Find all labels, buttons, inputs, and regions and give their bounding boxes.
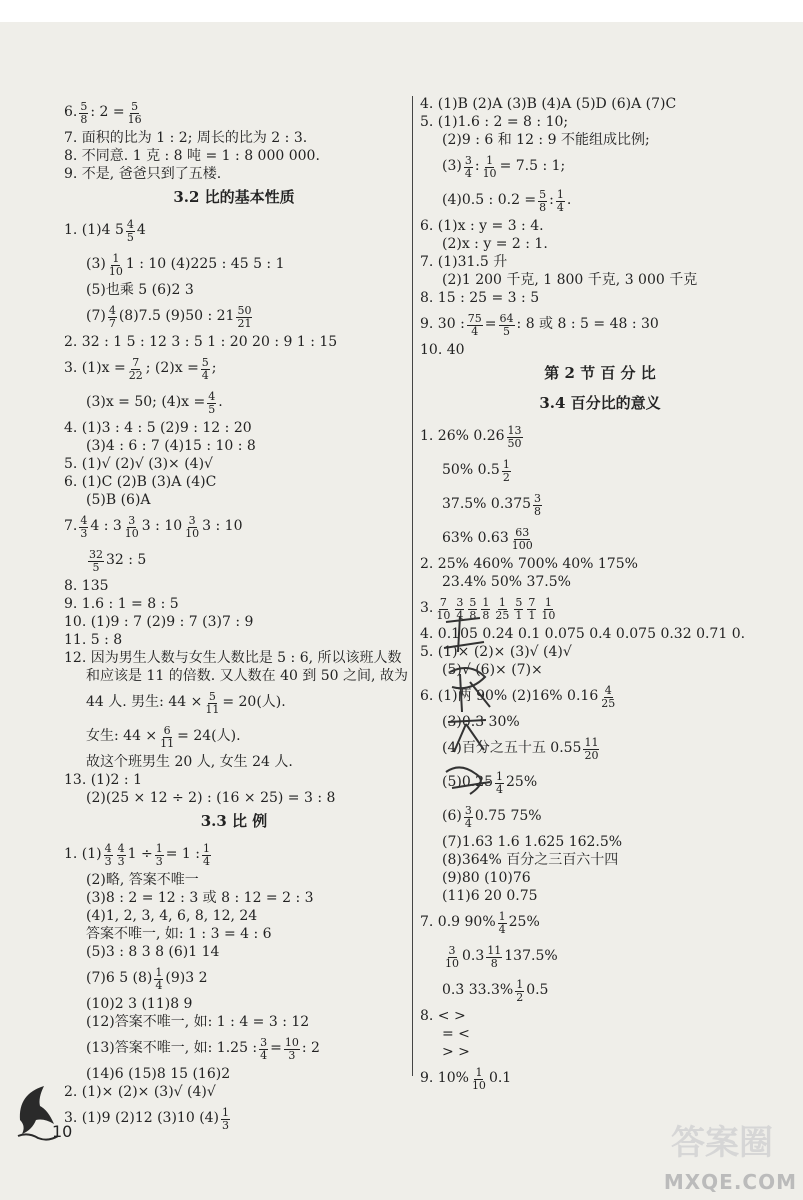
answer-line bbox=[420, 420, 780, 454]
fraction: $\frac{1}{4}$ bbox=[496, 769, 504, 796]
answer-text: 5. (1)1.6 : 2 = 8 : 10; bbox=[420, 114, 569, 131]
answer-text: 1. 26% 0.26 bbox=[420, 428, 505, 445]
fraction: $\frac{1}{10}$ bbox=[471, 1065, 486, 1092]
answer-text: 10. 40 bbox=[420, 342, 465, 359]
answer-text: 5. (1)× (2)× (3)√ (4)√ bbox=[420, 644, 572, 661]
answer-text: (9)3 2 bbox=[165, 970, 208, 987]
fraction: $\frac{10}{3}$ bbox=[284, 1035, 299, 1062]
answer-line bbox=[64, 492, 404, 510]
answer-line bbox=[420, 906, 780, 940]
answer-line bbox=[64, 1102, 404, 1136]
answer-line bbox=[420, 974, 780, 1008]
section-heading: 3.4 百分比的意义 bbox=[539, 394, 661, 412]
answer-line bbox=[64, 510, 404, 544]
fraction: $\frac{3}{4}$ bbox=[464, 803, 472, 830]
fraction: $\frac{11}{20}$ bbox=[584, 735, 599, 762]
answer-text: 0.75 75% bbox=[474, 808, 542, 825]
answer-text: . bbox=[566, 192, 572, 209]
watermark-site: MXQE.COM bbox=[663, 1170, 797, 1194]
fraction: $\frac{5}{8}$ bbox=[539, 187, 547, 214]
answer-line bbox=[420, 888, 780, 906]
answer-text: 4. (1)3 : 4 : 5 (2)9 : 12 : 20 bbox=[64, 420, 252, 437]
answer-line bbox=[64, 772, 404, 790]
answer-text: (5)3 : 8 3 8 (6)1 14 bbox=[86, 944, 220, 961]
answer-line bbox=[64, 1014, 404, 1032]
answer-text: 9. 不是, 爸爸只到了五楼. bbox=[64, 166, 222, 183]
answer-text: (3)8 : 2 = 12 : 3 或 8 : 12 = 2 : 3 bbox=[86, 890, 314, 907]
answer-text: 3. (1)x = bbox=[64, 360, 126, 377]
answer-line bbox=[420, 574, 780, 592]
answer-text: (2)x : y = 2 : 1. bbox=[442, 236, 548, 253]
answer-text: 37.5% 0.375 bbox=[442, 496, 532, 513]
answer-text: 5. (1)√ (2)√ (3)× (4)√ bbox=[64, 456, 213, 473]
fraction: $\frac{3}{10}$ bbox=[445, 943, 459, 970]
answer-line bbox=[420, 150, 780, 184]
fraction: $\frac{7}{10}$ bbox=[436, 595, 451, 622]
answer-text: (7)1.63 1.6 1.625 162.5% bbox=[442, 834, 623, 851]
answer-text: (4)0.5 : 0.2 = bbox=[442, 192, 537, 209]
answer-text: 7. 面积的比为 1 : 2; 周长的比为 2 : 3. bbox=[64, 130, 308, 147]
answer-text: 1 ÷ bbox=[127, 846, 153, 863]
answer-text: = bbox=[484, 316, 497, 333]
answer-line bbox=[420, 272, 780, 290]
answer-text: 8. 15 : 25 = 3 : 5 bbox=[420, 290, 540, 307]
answer-text: . bbox=[218, 394, 223, 411]
answer-text: 10. (1)9 : 7 (2)9 : 7 (3)7 : 9 bbox=[64, 614, 254, 631]
answer-text: 0.3̇ 33.3% bbox=[442, 982, 514, 999]
answer-text: ; (2)x = bbox=[145, 360, 199, 377]
answer-line bbox=[64, 148, 404, 166]
answer-text: (2)1 200 千克, 1 800 千克, 3 000 千克 bbox=[442, 272, 698, 289]
answer-line bbox=[64, 944, 404, 962]
answer-text: 7. (1)31.5 升 bbox=[420, 254, 508, 271]
answer-text: 7. 0.9 90% bbox=[420, 914, 496, 931]
answer-line bbox=[64, 334, 404, 352]
answer-text: 12. 因为男生人数与女生人数比是 5 : 6, 所以该班人数 bbox=[64, 650, 402, 667]
answer-line bbox=[64, 668, 408, 686]
answer-line bbox=[64, 962, 404, 996]
fraction: $\frac{1}{10}$ bbox=[541, 595, 556, 622]
answer-text: (5)也乘 5 (6)2 3 bbox=[86, 282, 194, 299]
fraction: $\frac{4}{25}$ bbox=[601, 683, 616, 710]
answer-text: 0.3 bbox=[462, 948, 485, 965]
answer-text: 8. < > bbox=[420, 1008, 466, 1025]
answer-text: = 24(人). bbox=[177, 728, 241, 745]
answer-line bbox=[420, 522, 780, 556]
answer-line bbox=[64, 872, 404, 890]
fraction: $\frac{4}{3}$ bbox=[117, 841, 125, 868]
answer-text: (5)B (6)A bbox=[86, 492, 151, 509]
answer-text: : 8 或 8 : 5 = 48 : 30 bbox=[516, 316, 659, 333]
answer-line bbox=[420, 852, 780, 870]
fraction: $\frac{1}{4}$ bbox=[498, 909, 506, 936]
answer-text: 和应该是 11 的倍数. 又人数在 40 到 50 之间, 故为 bbox=[86, 668, 408, 685]
fraction: $\frac{1}{8}$ bbox=[482, 595, 490, 622]
answer-text: (8)364% 百分之三百六十四 bbox=[442, 852, 619, 869]
fraction: $\frac{4}{5}$ bbox=[208, 389, 216, 416]
fraction: $\frac{7}{22}$ bbox=[128, 355, 143, 382]
answer-text: 1. (1)4 5 bbox=[64, 222, 124, 239]
answer-text: 50% 0.5 bbox=[442, 462, 500, 479]
answer-line bbox=[64, 720, 404, 754]
answer-text: (2)9 : 6 和 12 : 9 不能组成比例; bbox=[442, 132, 650, 149]
answer-text: 63% 0.63 bbox=[442, 530, 509, 547]
answer-text: 137.5% bbox=[504, 948, 558, 965]
answer-text: 11. 5 : 8 bbox=[64, 632, 123, 649]
fraction: $\frac{1}{3}$ bbox=[222, 1105, 230, 1132]
answer-line bbox=[64, 386, 404, 420]
answer-line bbox=[420, 1008, 780, 1026]
answer-line bbox=[64, 130, 404, 148]
answer-line bbox=[420, 1062, 780, 1096]
fraction: $\frac{13}{50}$ bbox=[507, 423, 522, 450]
answer-line bbox=[64, 352, 404, 386]
answer-text: 0.1 bbox=[488, 1070, 512, 1087]
answer-text: 4 bbox=[136, 222, 146, 239]
fraction: $\frac{32}{5}$ bbox=[89, 547, 103, 574]
fraction: $\frac{7}{1}$ bbox=[528, 595, 536, 622]
answer-text: (4)百分之五十五 0.55 bbox=[442, 740, 582, 757]
fraction: $\frac{3}{10}$ bbox=[185, 513, 200, 540]
answer-line bbox=[420, 342, 780, 360]
answer-line bbox=[64, 926, 404, 944]
answer-line bbox=[64, 578, 404, 596]
answer-text: 8. 135 bbox=[64, 578, 109, 595]
answer-text: (8)7.5 (9)50 : 21 bbox=[118, 308, 235, 325]
fraction: $\frac{64}{5}$ bbox=[499, 311, 514, 338]
fraction: $\frac{1}{10}$ bbox=[108, 251, 123, 278]
fraction: $\frac{63}{100}$ bbox=[511, 525, 533, 552]
answer-line bbox=[64, 838, 404, 872]
answer-line bbox=[64, 96, 404, 130]
answer-text: 4 : 3 bbox=[90, 518, 122, 535]
answer-line bbox=[64, 1066, 404, 1084]
answer-text: (14)6 (15)8 15 (16)2 bbox=[86, 1066, 231, 1083]
answer-line bbox=[420, 96, 780, 114]
answer-text: 4. (1)B (2)A (3)B (4)A (5)D (6)A (7)C bbox=[420, 96, 677, 113]
answer-text: 6. (1)两 90% (2)16% 0.16 bbox=[420, 688, 599, 705]
answer-line bbox=[64, 790, 404, 808]
answer-line bbox=[64, 1084, 404, 1102]
answer-line bbox=[64, 996, 404, 1014]
answer-text: 13. (1)2 : 1 bbox=[64, 772, 142, 789]
watermark-logo: 答案圈 bbox=[671, 1123, 773, 1163]
answer-line bbox=[420, 308, 780, 342]
answer-text: 25% bbox=[508, 914, 540, 931]
answer-text: (5)0.25 bbox=[442, 774, 494, 791]
answer-text: 1. (1) bbox=[64, 846, 102, 863]
answer-text: 0.5 bbox=[526, 982, 549, 999]
answer-line bbox=[420, 454, 780, 488]
answer-text: (3) bbox=[86, 256, 106, 273]
answer-text: 8. 不同意. 1 克 : 8 吨 = 1 : 8 000 000. bbox=[64, 148, 320, 165]
fraction: $\frac{1}{4}$ bbox=[203, 841, 210, 868]
answer-text: (3) bbox=[442, 158, 462, 175]
answer-line bbox=[420, 114, 780, 132]
section-heading: 3.2 比的基本性质 bbox=[173, 188, 295, 206]
answer-text: (6) bbox=[442, 808, 462, 825]
fraction: $\frac{1}{10}$ bbox=[482, 153, 497, 180]
answer-text: : 2 bbox=[301, 1040, 320, 1057]
fraction: $\frac{3}{10}$ bbox=[124, 513, 139, 540]
answer-text: (3)x = 50; (4)x = bbox=[86, 394, 206, 411]
fraction: $\frac{1}{3}$ bbox=[155, 841, 163, 868]
fraction: $\frac{3}{4}$ bbox=[260, 1035, 268, 1062]
answer-line bbox=[64, 474, 404, 492]
fraction: $\frac{4}{5}$ bbox=[126, 217, 134, 244]
fraction: $\frac{4}{3}$ bbox=[80, 513, 88, 540]
answer-text: 2. (1)× (2)× (3)√ (4)√ bbox=[64, 1084, 216, 1101]
answer-line bbox=[64, 908, 404, 926]
answer-line bbox=[420, 834, 780, 852]
answer-line bbox=[64, 596, 404, 614]
answer-text: = 20(人). bbox=[222, 694, 286, 711]
answer-text: (7)6 5 (8) bbox=[86, 970, 153, 987]
fraction: $\frac{1}{2}$ bbox=[516, 977, 524, 1004]
answer-text: (2)(25 × 12 ÷ 2) : (16 × 25) = 3 : 8 bbox=[86, 790, 336, 807]
answer-text: 6. (1)C (2)B (3)A (4)C bbox=[64, 474, 217, 491]
answer-line bbox=[420, 254, 780, 272]
answer-line bbox=[420, 1044, 780, 1062]
fraction: $\frac{3}{8}$ bbox=[534, 491, 542, 518]
answer-text: 3. bbox=[420, 600, 434, 617]
answer-text: (13)答案不唯一, 如: 1.25 : bbox=[86, 1040, 258, 1057]
answer-text: (9)80 (10)76 bbox=[442, 870, 531, 887]
answer-line bbox=[64, 282, 404, 300]
answer-text: (11)6 20 0.75 bbox=[442, 888, 538, 905]
answer-text: : 2 = bbox=[90, 104, 125, 121]
handwriting-scribble bbox=[440, 612, 500, 802]
answer-text: (12)答案不唯一, 如: 1 : 4 = 3 : 12 bbox=[86, 1014, 310, 1031]
answer-text: 1 : 10 (4)225 : 45 5 : 1 bbox=[125, 256, 285, 273]
fraction: $\frac{75}{4}$ bbox=[467, 311, 482, 338]
fraction: $\frac{1}{4}$ bbox=[556, 187, 564, 214]
answer-line bbox=[420, 870, 780, 888]
answer-text: = 7.5 : 1; bbox=[499, 158, 566, 175]
answer-line bbox=[420, 236, 780, 254]
answer-text: 44 人. 男生: 44 × bbox=[86, 694, 203, 711]
answer-text: 32 : 5 bbox=[106, 552, 147, 569]
fraction: $\frac{5}{8}$ bbox=[80, 99, 88, 126]
fraction: $\frac{6}{11}$ bbox=[160, 723, 175, 750]
answer-text: 23.4% 50% 37.5% bbox=[442, 574, 571, 591]
answer-line bbox=[64, 632, 404, 650]
answer-text: 故这个班男生 20 人, 女生 24 人. bbox=[86, 754, 293, 771]
answer-line bbox=[420, 800, 780, 834]
section-heading: 第 2 节 百 分 比 bbox=[544, 364, 656, 382]
fraction: $\frac{4}{7}$ bbox=[108, 303, 116, 330]
fraction: $\frac{3}{4}$ bbox=[456, 595, 464, 622]
answer-line bbox=[420, 218, 780, 236]
answer-line bbox=[420, 184, 780, 218]
answer-line bbox=[64, 438, 404, 456]
answer-text: 3 : 10 bbox=[141, 518, 183, 535]
answer-line bbox=[64, 686, 404, 720]
page-number: 10 bbox=[52, 1122, 73, 1141]
answer-text: 9. 1.6 : 1 = 8 : 5 bbox=[64, 596, 179, 613]
answer-text: 25% bbox=[506, 774, 538, 791]
answer-text: 女生: 44 × bbox=[86, 728, 158, 745]
answer-text: 9. 30 : bbox=[420, 316, 465, 333]
answer-text: (5)√ (6)× (7)× bbox=[442, 662, 543, 679]
fraction: $\frac{4}{3}$ bbox=[104, 841, 112, 868]
answer-text: 3 : 10 bbox=[202, 518, 243, 535]
fraction: $\frac{1}{25}$ bbox=[495, 595, 510, 622]
fraction: $\frac{5}{1}$ bbox=[515, 595, 523, 622]
answer-text: = 1 : bbox=[165, 846, 200, 863]
answer-text: (10)2 3 (11)8 9 bbox=[86, 996, 193, 1013]
answer-text: 答案不唯一, 如: 1 : 3 = 4 : 6 bbox=[86, 926, 272, 943]
fraction: $\frac{3}{4}$ bbox=[464, 153, 472, 180]
top-margin bbox=[0, 0, 803, 22]
answer-line bbox=[420, 556, 780, 574]
answer-line bbox=[64, 166, 404, 184]
answer-line bbox=[64, 544, 404, 578]
fraction: $\frac{5}{4}$ bbox=[201, 355, 209, 382]
answer-text: : bbox=[474, 158, 480, 175]
answer-line bbox=[420, 290, 780, 308]
answer-text: 7. bbox=[64, 518, 78, 535]
answer-text: (3)4 : 6 : 7 (4)15 : 10 : 8 bbox=[86, 438, 256, 455]
answer-text: ; bbox=[211, 360, 217, 377]
answer-text: (3)0.3 30% bbox=[442, 714, 520, 731]
answer-line bbox=[64, 614, 404, 632]
answer-text: 6. bbox=[64, 104, 78, 121]
fraction: $\frac{5}{8}$ bbox=[469, 595, 477, 622]
answer-text: 3. (1)9 (2)12 (3)10 (4) bbox=[64, 1110, 220, 1127]
answer-line bbox=[420, 488, 780, 522]
answer-line bbox=[64, 300, 404, 334]
answer-line bbox=[64, 420, 404, 438]
answer-text: (7) bbox=[86, 308, 106, 325]
column-divider bbox=[412, 96, 413, 1076]
answer-text: 9. 10% bbox=[420, 1070, 469, 1087]
answer-text: (2)略, 答案不唯一 bbox=[86, 872, 199, 889]
answer-text: = bbox=[270, 1040, 282, 1057]
answer-line bbox=[64, 214, 404, 248]
answer-line bbox=[420, 940, 780, 974]
answer-line bbox=[420, 1026, 780, 1044]
answer-line bbox=[64, 248, 404, 282]
answer-text: 2. 25% 460% 700% 40% 175% bbox=[420, 556, 638, 573]
answer-text: 2. 32 : 1 5 : 12 3 : 5 1 : 20 20 : 9 1 : 15 bbox=[64, 334, 338, 351]
answer-line bbox=[64, 890, 404, 908]
fraction: $\frac{5}{11}$ bbox=[205, 689, 220, 716]
fraction: $\frac{1}{2}$ bbox=[502, 457, 510, 484]
answer-line bbox=[420, 132, 780, 150]
right-column bbox=[420, 96, 780, 1096]
answer-text: 4. 0.105 0.24 0.1 0.075 0.4 0.075 0.32 0.71 0. bbox=[420, 626, 746, 643]
answer-text: : bbox=[549, 192, 554, 209]
fraction: $\frac{11}{8}$ bbox=[487, 943, 502, 970]
answer-line bbox=[64, 456, 404, 474]
left-column bbox=[64, 96, 408, 1136]
answer-text: = < bbox=[442, 1026, 470, 1043]
section-heading: 3.3 比 例 bbox=[200, 812, 268, 830]
answer-text: > > bbox=[442, 1044, 470, 1061]
fraction: $\frac{50}{21}$ bbox=[237, 303, 252, 330]
fraction: $\frac{5}{16}$ bbox=[127, 99, 142, 126]
answer-text: 6. (1)x : y = 3 : 4. bbox=[420, 218, 544, 235]
answer-line bbox=[64, 754, 404, 772]
answer-text: (4)1, 2, 3, 4, 6, 8, 12, 24 bbox=[86, 908, 258, 925]
answer-line bbox=[64, 1032, 404, 1066]
answer-line bbox=[64, 650, 404, 668]
fraction: $\frac{1}{4}$ bbox=[155, 965, 163, 992]
